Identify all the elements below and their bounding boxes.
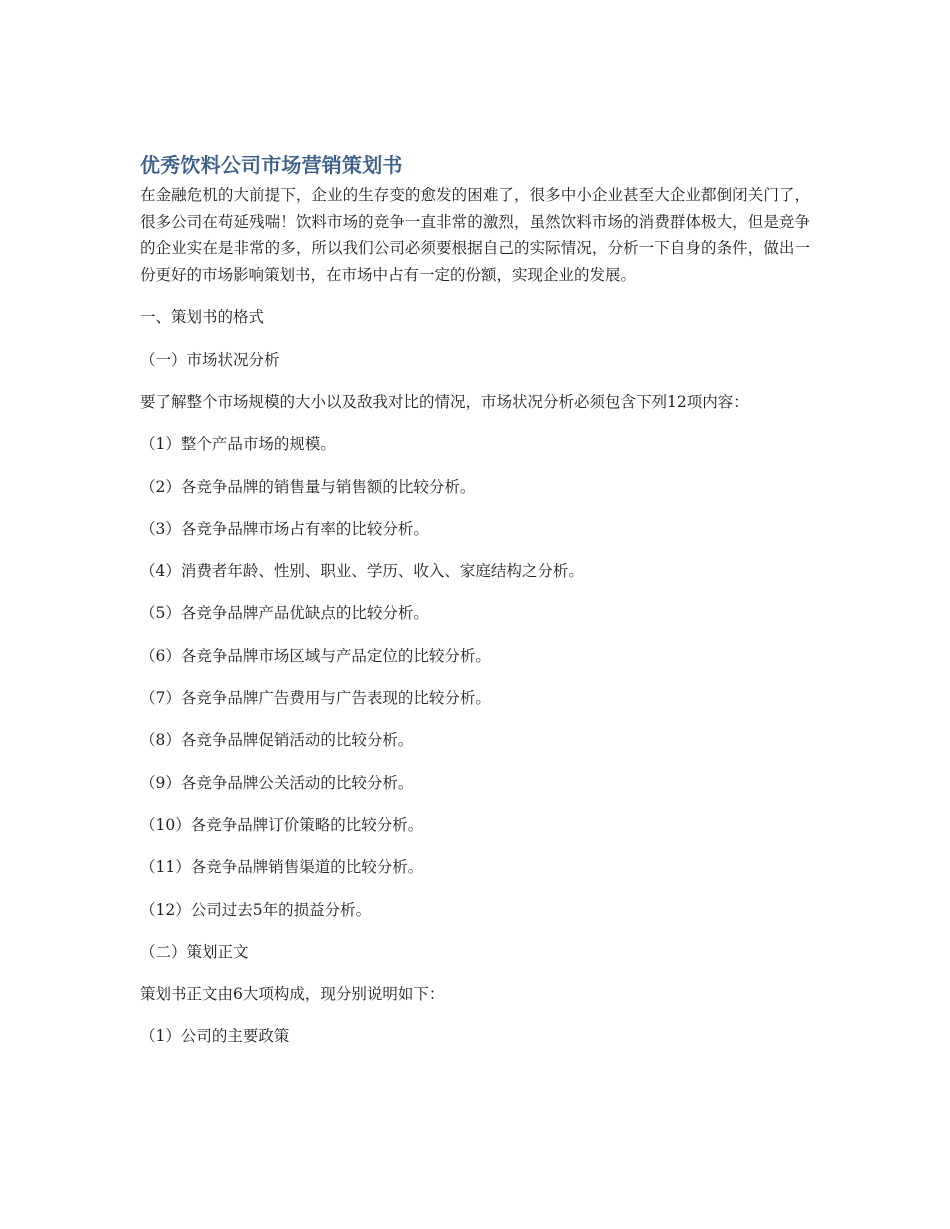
list-item: （5）各竞争品牌产品优缺点的比较分析。: [140, 604, 429, 623]
list-item: （4）消费者年龄、性别、职业、学历、收入、家庭结构之分析。: [140, 562, 584, 581]
document-title: 优秀饮料公司市场营销策划书: [140, 153, 403, 177]
list-item: （1）整个产品市场的规模。: [140, 435, 336, 454]
subsection-heading-market-analysis: （一）市场状况分析: [140, 350, 280, 369]
subsection-heading-plan-body: （二）策划正文: [140, 942, 249, 961]
paragraph-plan-body-intro: 策划书正文由6大项构成，现分别说明如下：: [140, 985, 445, 1004]
section-heading-format: 一、策划书的格式: [140, 308, 265, 327]
list-item: （1）公司的主要政策: [140, 1027, 290, 1046]
intro-paragraph: 在金融危机的大前提下，企业的生存变的愈发的困难了，很多中小企业甚至大企业都倒闭关门了，很多公司在苟延残喘！饮料市场的竞争一直非常的激烈，虽然饮料市场的消费群体极大，但是竞争的企业实在是非常的多，所以我们公司必须要根据自己的实际情况，分析一下自身的条件，做出一份更好的市场影响策划书，在市场中占有一定的份额，实现企业的发展。: [140, 186, 810, 284]
paragraph-market-analysis-intro: 要了解整个市场规模的大小以及敌我对比的情况，市场状况分析必须包含下列12项内容：: [140, 392, 749, 411]
list-item: （7）各竞争品牌广告费用与广告表现的比较分析。: [140, 689, 491, 708]
list-item: （9）各竞争品牌公关活动的比较分析。: [140, 773, 414, 792]
document-page: [140, 150, 810, 1049]
list-item: （2）各竞争品牌的销售量与销售额的比较分析。: [140, 477, 476, 496]
list-item: （12）公司过去5年的损益分析。: [140, 900, 372, 919]
list-item: （11）各竞争品牌销售渠道的比较分析。: [140, 858, 424, 877]
list-item: （6）各竞争品牌市场区域与产品定位的比较分析。: [140, 646, 491, 665]
list-item: （8）各竞争品牌促销活动的比较分析。: [140, 731, 414, 750]
list-item: （3）各竞争品牌市场占有率的比较分析。: [140, 519, 429, 538]
list-item: （10）各竞争品牌订价策略的比较分析。: [140, 815, 424, 834]
